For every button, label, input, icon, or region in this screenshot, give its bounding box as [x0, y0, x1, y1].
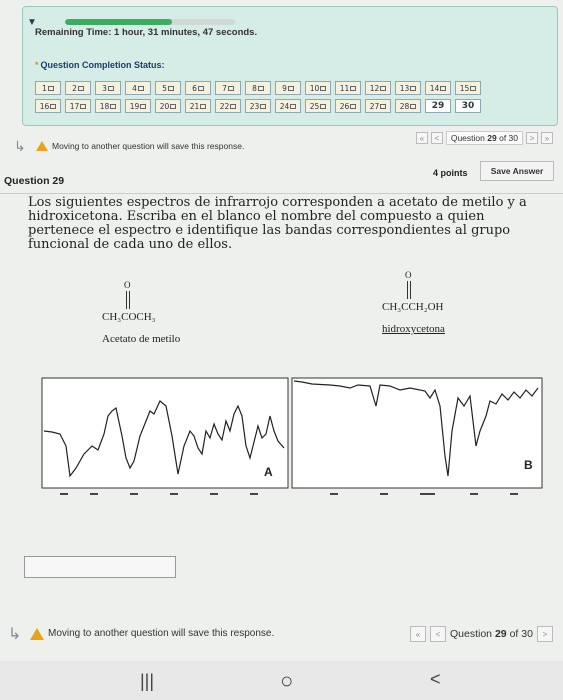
question-button-24[interactable] — [275, 99, 301, 113]
question-number: 3 — [102, 83, 107, 93]
answered-icon — [48, 86, 54, 91]
question-button-8[interactable] — [245, 81, 271, 95]
recents-icon[interactable]: ||| — [140, 671, 155, 691]
return-arrow-icon: ↳ — [14, 138, 26, 154]
answered-icon — [470, 86, 476, 91]
answered-icon — [440, 86, 446, 91]
question-button-9[interactable] — [275, 81, 301, 95]
question-button-20[interactable] — [155, 99, 181, 113]
answer-input[interactable] — [24, 556, 176, 578]
question-number: 24 — [279, 101, 290, 111]
answered-icon — [410, 86, 416, 91]
question-number: 6 — [192, 83, 197, 93]
status-title: Question Completion Status: — [40, 60, 165, 70]
question-button-5[interactable] — [155, 81, 181, 95]
compound-formula: CH₃COCH₃ — [102, 311, 156, 323]
question-number: 22 — [219, 101, 230, 111]
question-button-2[interactable] — [65, 81, 91, 95]
answered-icon — [110, 104, 116, 109]
question-number: 13 — [399, 83, 410, 93]
back-icon[interactable]: < — [430, 669, 441, 689]
question-button-22[interactable] — [215, 99, 241, 113]
spectrum-a-label: A — [264, 465, 273, 479]
star-icon: * — [35, 60, 39, 70]
spectrum-b-frame — [292, 378, 542, 488]
current-question-number: 29 — [494, 628, 507, 640]
question-button-4[interactable] — [125, 81, 151, 95]
answered-icon — [168, 86, 174, 91]
current-question-number: 29 — [487, 133, 497, 143]
question-status-panel — [22, 6, 558, 126]
warning-text: Moving to another question will save this response. — [48, 628, 275, 639]
carbonyl-oxygen: O — [405, 270, 412, 280]
answered-icon — [170, 104, 176, 109]
remaining-time-value: 1 hour, 31 minutes, 47 seconds. — [114, 27, 258, 38]
question-points: 4 points — [433, 168, 468, 178]
question-number: 7 — [222, 83, 227, 93]
question-completion-status — [35, 60, 165, 70]
return-arrow-icon: ↳ — [8, 626, 22, 643]
question-text: Los siguientes espectros de infrarrojo corresponden a acetato de metilo y a hidroxicetona. Escriba en el blanco el nombre del compuesto a quien pertenece el espectro e identifique las bandas correspondientes al grupo funcional de cada uno de ellos. — [28, 195, 527, 252]
answered-icon — [78, 86, 84, 91]
spectrum-b-label: B — [524, 458, 533, 472]
question-button-17[interactable] — [65, 99, 91, 113]
question-navigation — [416, 131, 553, 145]
question-button-18[interactable] — [95, 99, 121, 113]
question-number: 29 — [431, 101, 445, 111]
warning-icon — [36, 141, 48, 151]
warning-text: Moving to another question will save this response. — [52, 141, 245, 151]
answered-icon — [230, 104, 236, 109]
question-number: 5 — [162, 83, 167, 93]
question-button-25[interactable] — [305, 99, 331, 113]
question-button-7[interactable] — [215, 81, 241, 95]
remaining-time-label: Remaining Time: — [35, 27, 112, 38]
answered-icon — [350, 104, 356, 109]
first-question-button[interactable]: « — [416, 132, 428, 144]
question-button-11[interactable] — [335, 81, 361, 95]
question-number: 25 — [309, 101, 320, 111]
question-number: 27 — [369, 101, 380, 111]
previous-question-button[interactable]: < — [431, 132, 443, 144]
answered-icon — [410, 104, 416, 109]
answered-icon — [260, 104, 266, 109]
question-button-19[interactable] — [125, 99, 151, 113]
answered-icon — [198, 86, 204, 91]
question-number: 15 — [459, 83, 470, 93]
previous-question-button[interactable]: < — [430, 626, 446, 642]
next-question-button[interactable]: > — [537, 626, 553, 642]
answered-icon — [140, 104, 146, 109]
spectrum-a-frame — [42, 378, 288, 488]
question-word: Question — [450, 133, 485, 143]
system-navigation-bar — [0, 661, 563, 700]
question-button-30[interactable] — [455, 99, 481, 113]
question-number: 19 — [129, 101, 140, 111]
answered-icon — [380, 86, 386, 91]
question-number: 26 — [339, 101, 350, 111]
question-title: Question 29 — [4, 175, 65, 187]
question-total: of 30 — [499, 133, 518, 143]
question-button-6[interactable] — [185, 81, 211, 95]
question-button-3[interactable] — [95, 81, 121, 95]
first-question-button[interactable]: « — [410, 626, 426, 642]
double-bond — [407, 281, 411, 299]
answered-icon — [200, 104, 206, 109]
answered-icon — [258, 86, 264, 91]
question-button-12[interactable] — [365, 81, 391, 95]
compound-name: Acetato de metilo — [102, 333, 181, 345]
answered-icon — [320, 104, 326, 109]
question-button-13[interactable] — [395, 81, 421, 95]
warning-row-bottom — [0, 624, 563, 644]
warning-icon — [30, 628, 44, 640]
question-number: 16 — [39, 101, 50, 111]
answered-icon — [108, 86, 114, 91]
question-number: 23 — [249, 101, 260, 111]
time-progress-fill — [65, 19, 172, 25]
double-bond — [126, 291, 130, 309]
question-button-21[interactable] — [185, 99, 211, 113]
question-button-27[interactable] — [365, 99, 391, 113]
question-button-10[interactable] — [305, 81, 331, 95]
question-number: 30 — [461, 101, 475, 111]
compound-name: hidroxycetona — [382, 323, 445, 335]
home-icon[interactable]: ○ — [280, 668, 294, 693]
save-answer-button[interactable]: Save Answer — [480, 161, 554, 181]
divider — [0, 193, 563, 194]
question-number: 18 — [99, 101, 110, 111]
question-number: 14 — [429, 83, 440, 93]
answered-icon — [50, 104, 56, 109]
question-number: 11 — [339, 83, 350, 93]
question-number: 2 — [72, 83, 77, 93]
question-number: 1 — [42, 83, 47, 93]
answered-icon — [290, 104, 296, 109]
answered-icon — [320, 86, 326, 91]
question-button-26[interactable] — [335, 99, 361, 113]
question-navigation-bottom — [410, 626, 553, 642]
question-button-29[interactable] — [425, 99, 451, 113]
question-number: 21 — [189, 101, 200, 111]
question-position — [450, 628, 533, 640]
question-button-28[interactable] — [395, 99, 421, 113]
question-total: of 30 — [509, 628, 533, 640]
answered-icon — [350, 86, 356, 91]
ir-spectra — [40, 376, 546, 506]
question-position — [446, 131, 523, 145]
question-number: 8 — [252, 83, 257, 93]
answered-icon — [288, 86, 294, 91]
next-question-button[interactable]: > — [526, 132, 538, 144]
question-number: 9 — [282, 83, 287, 93]
question-number: 28 — [399, 101, 410, 111]
answered-icon — [80, 104, 86, 109]
answered-icon — [228, 86, 234, 91]
collapse-arrow-icon[interactable]: ▼ — [27, 17, 37, 28]
answered-icon — [380, 104, 386, 109]
question-word: Question — [450, 628, 493, 640]
question-button-1[interactable] — [35, 81, 61, 95]
answered-icon — [138, 86, 144, 91]
carbonyl-oxygen: O — [124, 280, 131, 290]
question-number: 20 — [159, 101, 170, 111]
question-number: 17 — [69, 101, 80, 111]
time-progress-bar — [65, 19, 235, 25]
question-button-15[interactable] — [455, 81, 481, 95]
question-number: 10 — [309, 83, 320, 93]
question-number: 4 — [132, 83, 137, 93]
last-question-button[interactable]: » — [541, 132, 553, 144]
question-number: 12 — [369, 83, 380, 93]
remaining-time — [35, 27, 257, 38]
question-button-14[interactable] — [425, 81, 451, 95]
question-button-16[interactable] — [35, 99, 61, 113]
question-button-23[interactable] — [245, 99, 271, 113]
compound-formula: CH₃CCH₂OH — [382, 301, 444, 313]
question-grid — [35, 81, 481, 113]
